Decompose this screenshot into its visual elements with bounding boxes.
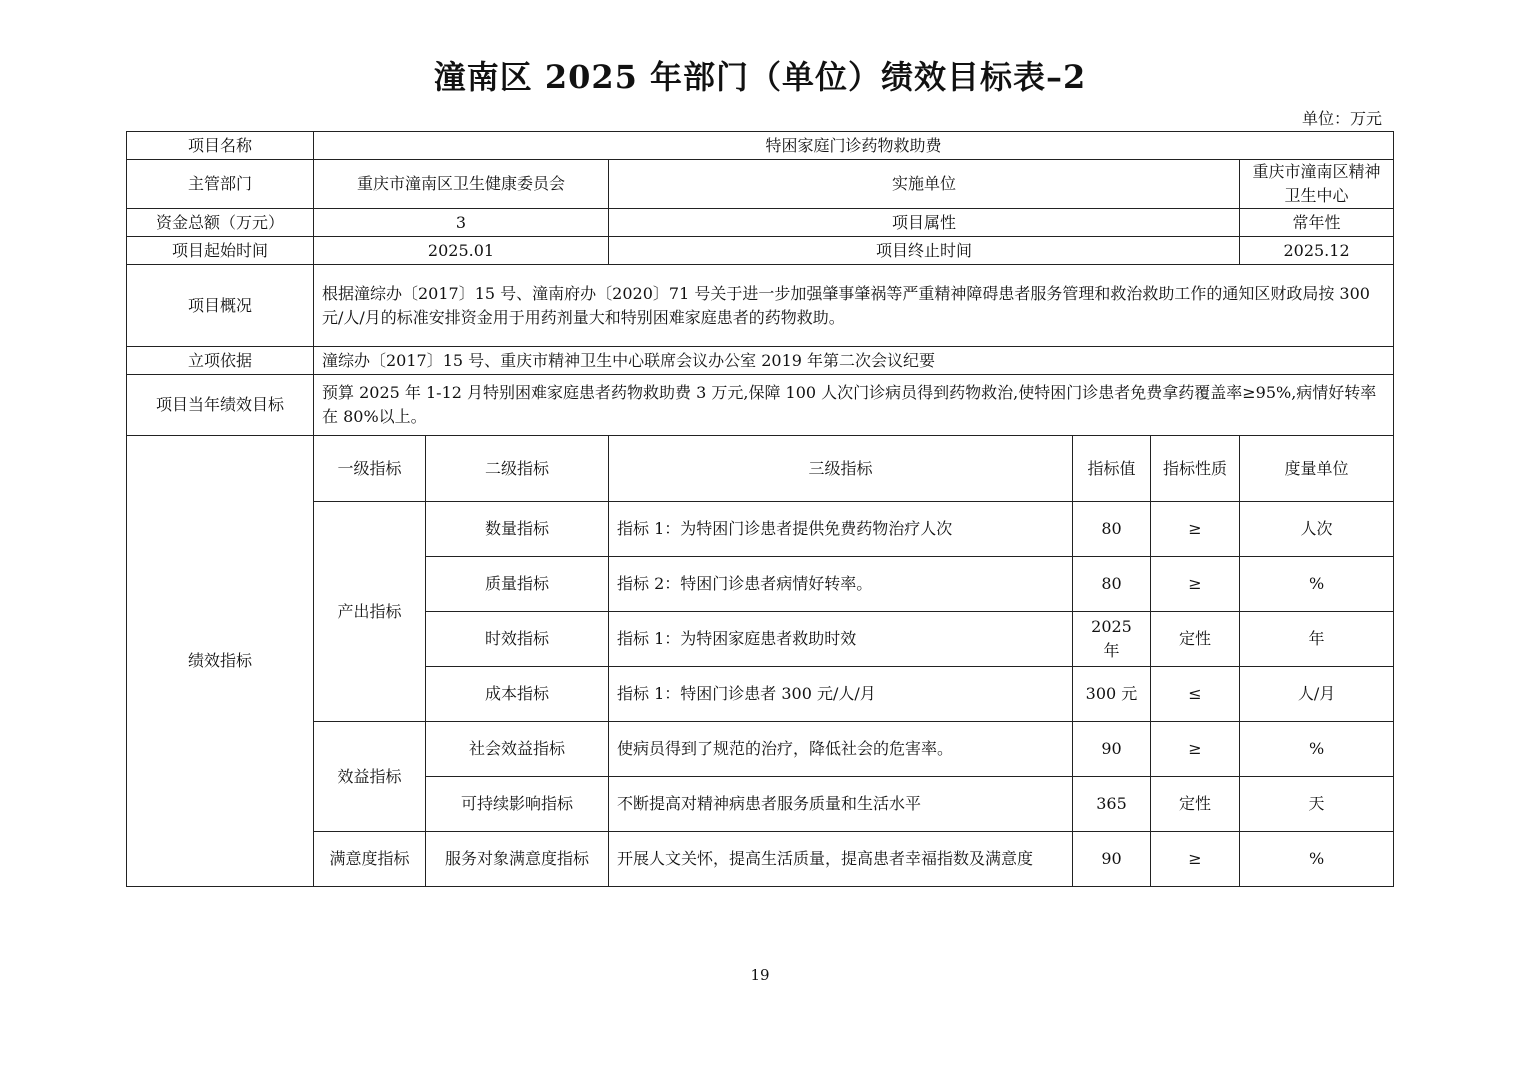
nature-cell: ≥ [1151, 557, 1240, 612]
level2-cell: 数量指标 [426, 502, 609, 557]
value-cell: 300 元 [1073, 667, 1151, 722]
level2-cell: 服务对象满意度指标 [426, 832, 609, 887]
level3-cell: 不断提高对精神病患者服务质量和生活水平 [609, 777, 1073, 832]
impl-label: 实施单位 [609, 160, 1240, 209]
end-value: 2025.12 [1240, 237, 1394, 265]
funds-value: 3 [314, 209, 609, 237]
level2-cell: 可持续影响指标 [426, 777, 609, 832]
performance-target-table [126, 131, 1394, 887]
value-cell: 2025 年 [1073, 612, 1151, 667]
goal-label: 项目当年绩效目标 [127, 375, 314, 436]
nature-cell: ≥ [1151, 722, 1240, 777]
overview-text: 根据潼综办〔2017〕15 号、潼南府办〔2020〕71 号关于进一步加强肇事肇祸等严重精神障碍患者服务管理和救治救助工作的通知区财政局按 300 元/人/月的标准安排资金用于用药剂量大和特别困难家庭患者的药物救助。 [314, 265, 1394, 347]
unit-cell: 年 [1240, 612, 1394, 667]
table-row [127, 832, 1394, 887]
level1-satisfaction: 满意度指标 [314, 832, 426, 887]
header-level2: 二级指标 [426, 436, 609, 502]
level1-benefit: 效益指标 [314, 722, 426, 832]
unit-cell: % [1240, 832, 1394, 887]
page-number: 19 [750, 966, 770, 984]
value-cell: 365 [1073, 777, 1151, 832]
header-level1: 一级指标 [314, 436, 426, 502]
funds-label: 资金总额（万元） [127, 209, 314, 237]
value-cell: 90 [1073, 722, 1151, 777]
document-title: 潼南区 2025 年部门（单位）绩效目标表–2 [433, 58, 1087, 96]
attr-label: 项目属性 [609, 209, 1240, 237]
dept-value: 重庆市潼南区卫生健康委员会 [314, 160, 609, 209]
nature-cell: ≥ [1151, 502, 1240, 557]
value-cell: 80 [1073, 502, 1151, 557]
overview-label: 项目概况 [127, 265, 314, 347]
level3-cell: 开展人文关怀，提高生活质量，提高患者幸福指数及满意度 [609, 832, 1073, 887]
indicators-section-label: 绩效指标 [127, 436, 314, 887]
unit-cell: % [1240, 557, 1394, 612]
basis-text: 潼综办〔2017〕15 号、重庆市精神卫生中心联席会议办公室 2019 年第二次会议纪要 [314, 347, 1394, 375]
level2-cell: 成本指标 [426, 667, 609, 722]
attr-value: 常年性 [1240, 209, 1394, 237]
level3-cell: 指标 1：为特困门诊患者提供免费药物治疗人次 [609, 502, 1073, 557]
goal-text: 预算 2025 年 1-12 月特别困难家庭患者药物救助费 3 万元,保障 100 人次门诊病员得到药物救治,使特困门诊患者免费拿药覆盖率≥95%,病情好转率在 80%以上。 [314, 375, 1394, 436]
nature-cell: 定性 [1151, 612, 1240, 667]
header-value: 指标值 [1073, 436, 1151, 502]
unit-label: 单位：万元 [1301, 109, 1382, 128]
start-value: 2025.01 [314, 237, 609, 265]
start-label: 项目起始时间 [127, 237, 314, 265]
level3-cell: 指标 1：为特困家庭患者救助时效 [609, 612, 1073, 667]
level1-output: 产出指标 [314, 502, 426, 722]
level2-cell: 社会效益指标 [426, 722, 609, 777]
impl-value: 重庆市潼南区精神卫生中心 [1240, 160, 1394, 209]
level3-cell: 指标 1：特困门诊患者 300 元/人/月 [609, 667, 1073, 722]
table-row [127, 502, 1394, 557]
basis-label: 立项依据 [127, 347, 314, 375]
table-row [127, 722, 1394, 777]
unit-cell: 天 [1240, 777, 1394, 832]
value-cell: 80 [1073, 557, 1151, 612]
header-nature: 指标性质 [1151, 436, 1240, 502]
nature-cell: ≤ [1151, 667, 1240, 722]
project-name-label: 项目名称 [127, 132, 314, 160]
level2-cell: 质量指标 [426, 557, 609, 612]
dept-label: 主管部门 [127, 160, 314, 209]
level3-cell: 使病员得到了规范的治疗，降低社会的危害率。 [609, 722, 1073, 777]
unit-cell: 人次 [1240, 502, 1394, 557]
project-name: 特困家庭门诊药物救助费 [314, 132, 1394, 160]
nature-cell: ≥ [1151, 832, 1240, 887]
end-label: 项目终止时间 [609, 237, 1240, 265]
header-level3: 三级指标 [609, 436, 1073, 502]
header-unit: 度量单位 [1240, 436, 1394, 502]
value-cell: 90 [1073, 832, 1151, 887]
level2-cell: 时效指标 [426, 612, 609, 667]
unit-cell: 人/月 [1240, 667, 1394, 722]
level3-cell: 指标 2：特困门诊患者病情好转率。 [609, 557, 1073, 612]
unit-cell: % [1240, 722, 1394, 777]
nature-cell: 定性 [1151, 777, 1240, 832]
